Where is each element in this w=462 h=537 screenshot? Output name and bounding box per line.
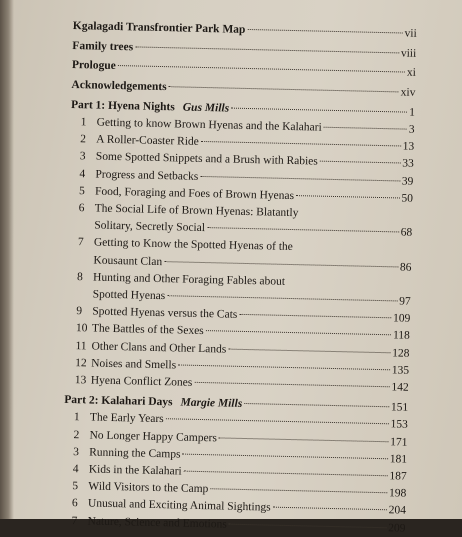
- dot-leader: [194, 382, 389, 387]
- entry-title: Prologue: [71, 58, 116, 72]
- dot-leader: [206, 330, 391, 335]
- part-title: Part 2: Kalahari Days: [64, 394, 173, 409]
- dot-leader: [118, 65, 405, 73]
- page-number: 97: [399, 295, 411, 308]
- chapter-title: Noises and Smells: [91, 357, 177, 372]
- chapter-title: Getting to know Brown Hyenas and the Kalahari: [96, 116, 322, 134]
- page-number: 151: [390, 401, 409, 414]
- chapter-number: 5: [72, 480, 79, 493]
- chapter-title: The Social Life of Brown Hyenas: Blatantly: [94, 202, 299, 220]
- chapter-number: 1: [80, 116, 87, 129]
- dot-leader: [228, 348, 390, 353]
- front-matter-list: [71, 18, 417, 101]
- dot-leader: [273, 507, 387, 511]
- chapter-title: Getting to Know the Spotted Hyenas of the: [93, 236, 293, 254]
- chapter-number: 4: [79, 167, 86, 180]
- chapter-number: 10: [75, 322, 88, 335]
- page-number: 3: [408, 123, 415, 136]
- chapter-title: The Early Years: [89, 411, 164, 426]
- dot-leader: [169, 86, 399, 92]
- chapter-number: 12: [75, 356, 87, 370]
- page-number: 86: [399, 261, 412, 274]
- dot-leader: [210, 488, 387, 493]
- chapter-number: 7: [71, 514, 78, 527]
- page-gutter-shadow: [0, 0, 14, 519]
- dot-leader: [231, 107, 407, 112]
- page-number: 39: [401, 175, 414, 188]
- chapter-title: Nature, Science and Emotions: [87, 515, 227, 531]
- dot-leader: [239, 314, 391, 318]
- page-number: xi: [406, 66, 416, 79]
- chapter-number: 6: [78, 202, 85, 215]
- dot-leader: [324, 127, 407, 130]
- dot-leader: [244, 403, 389, 407]
- chapter-number: 13: [74, 374, 87, 387]
- chapter-number: 6: [71, 497, 78, 510]
- chapter-title: No Longer Happy Campers: [89, 429, 218, 444]
- chapter-title: Food, Foraging and Foes of Brown Hyenas: [94, 185, 295, 202]
- chapter-number: 3: [73, 445, 80, 459]
- dot-leader: [229, 523, 386, 528]
- part-title: Part 1: Hyena Nights: [70, 98, 175, 114]
- chapter-number: 2: [73, 428, 80, 441]
- page-number: viii: [400, 46, 417, 60]
- dot-leader: [296, 195, 399, 198]
- dot-leader: [183, 453, 388, 459]
- chapter-title: Hunting and Other Foraging Fables about: [92, 271, 286, 288]
- page-number: vii: [404, 27, 417, 40]
- chapter-number: 7: [77, 236, 84, 249]
- table-of-contents: [61, 18, 417, 537]
- chapter-title: Wild Visitors to the Camp: [88, 480, 209, 496]
- chapter-number: 8: [76, 270, 84, 284]
- part-author: Margie Mills: [180, 396, 243, 411]
- chapter-title: Progress and Setbacks: [95, 168, 199, 183]
- dot-leader: [178, 364, 390, 370]
- dot-leader: [320, 161, 400, 164]
- chapter-title: Other Clans and Other Lands: [91, 340, 227, 356]
- page-number: 198: [388, 487, 407, 500]
- chapter-title: Some Spotted Snippets and a Brush with Rabies: [95, 150, 318, 168]
- dot-leader: [164, 261, 398, 267]
- dot-leader: [200, 175, 400, 181]
- page-number: 50: [401, 192, 414, 205]
- entry-title: Family trees: [72, 39, 134, 53]
- chapter-title: The Battles of the Sexes: [91, 322, 204, 338]
- dot-leader: [207, 227, 399, 232]
- dot-leader: [201, 141, 401, 147]
- page-number: 171: [390, 435, 408, 449]
- parts-list: [61, 97, 415, 537]
- page-number: 153: [390, 418, 408, 432]
- page-number: 1: [409, 106, 416, 119]
- chapter-number: 4: [72, 463, 79, 476]
- page-number: 142: [391, 381, 409, 394]
- page-number: 187: [389, 470, 407, 483]
- chapter-title: Unusual and Exciting Animal Sightings: [87, 497, 271, 514]
- chapter-number: 2: [80, 133, 87, 146]
- page-number: 68: [400, 226, 413, 239]
- chapter-title: Solitary, Secretly Social: [94, 219, 206, 235]
- chapter-number: 3: [79, 150, 86, 163]
- chapter-title: Spotted Hyenas versus the Cats: [92, 305, 238, 321]
- dot-leader: [166, 419, 389, 425]
- page-number: 128: [392, 346, 410, 360]
- page-number: 109: [392, 312, 411, 325]
- chapter-title: A Roller-Coaster Ride: [96, 133, 199, 148]
- page-number: 13: [402, 140, 415, 153]
- chapter-title: Kids in the Kalahari: [88, 463, 182, 478]
- chapter-title: Kousaunt Clan: [93, 254, 163, 268]
- chapter-number: 1: [73, 411, 80, 424]
- page-number: 181: [389, 453, 408, 466]
- entry-title: Kgalagadi Transfrontier Park Map: [72, 19, 246, 36]
- page-number: 209: [388, 521, 406, 535]
- page-number: 33: [402, 157, 414, 171]
- chapter-title: Hyena Conflict Zones: [90, 374, 193, 389]
- chapter-title: Spotted Hyenas: [92, 288, 166, 303]
- chapter-number: 11: [75, 339, 87, 352]
- chapter-title: Running the Camps: [89, 446, 181, 461]
- chapter-number: 5: [78, 184, 85, 198]
- dot-leader: [135, 46, 399, 53]
- page-number: xiv: [400, 85, 416, 99]
- chapter-number: 9: [76, 305, 83, 318]
- dot-leader: [247, 29, 402, 34]
- part-author: Gus Mills: [182, 101, 230, 115]
- dot-leader: [219, 437, 388, 442]
- dot-leader: [167, 295, 397, 301]
- page-number: 118: [392, 329, 411, 343]
- dot-leader: [184, 471, 388, 477]
- entry-title: Acknowledgements: [71, 78, 167, 93]
- page-number: 204: [388, 504, 407, 518]
- page-number: 135: [391, 364, 410, 377]
